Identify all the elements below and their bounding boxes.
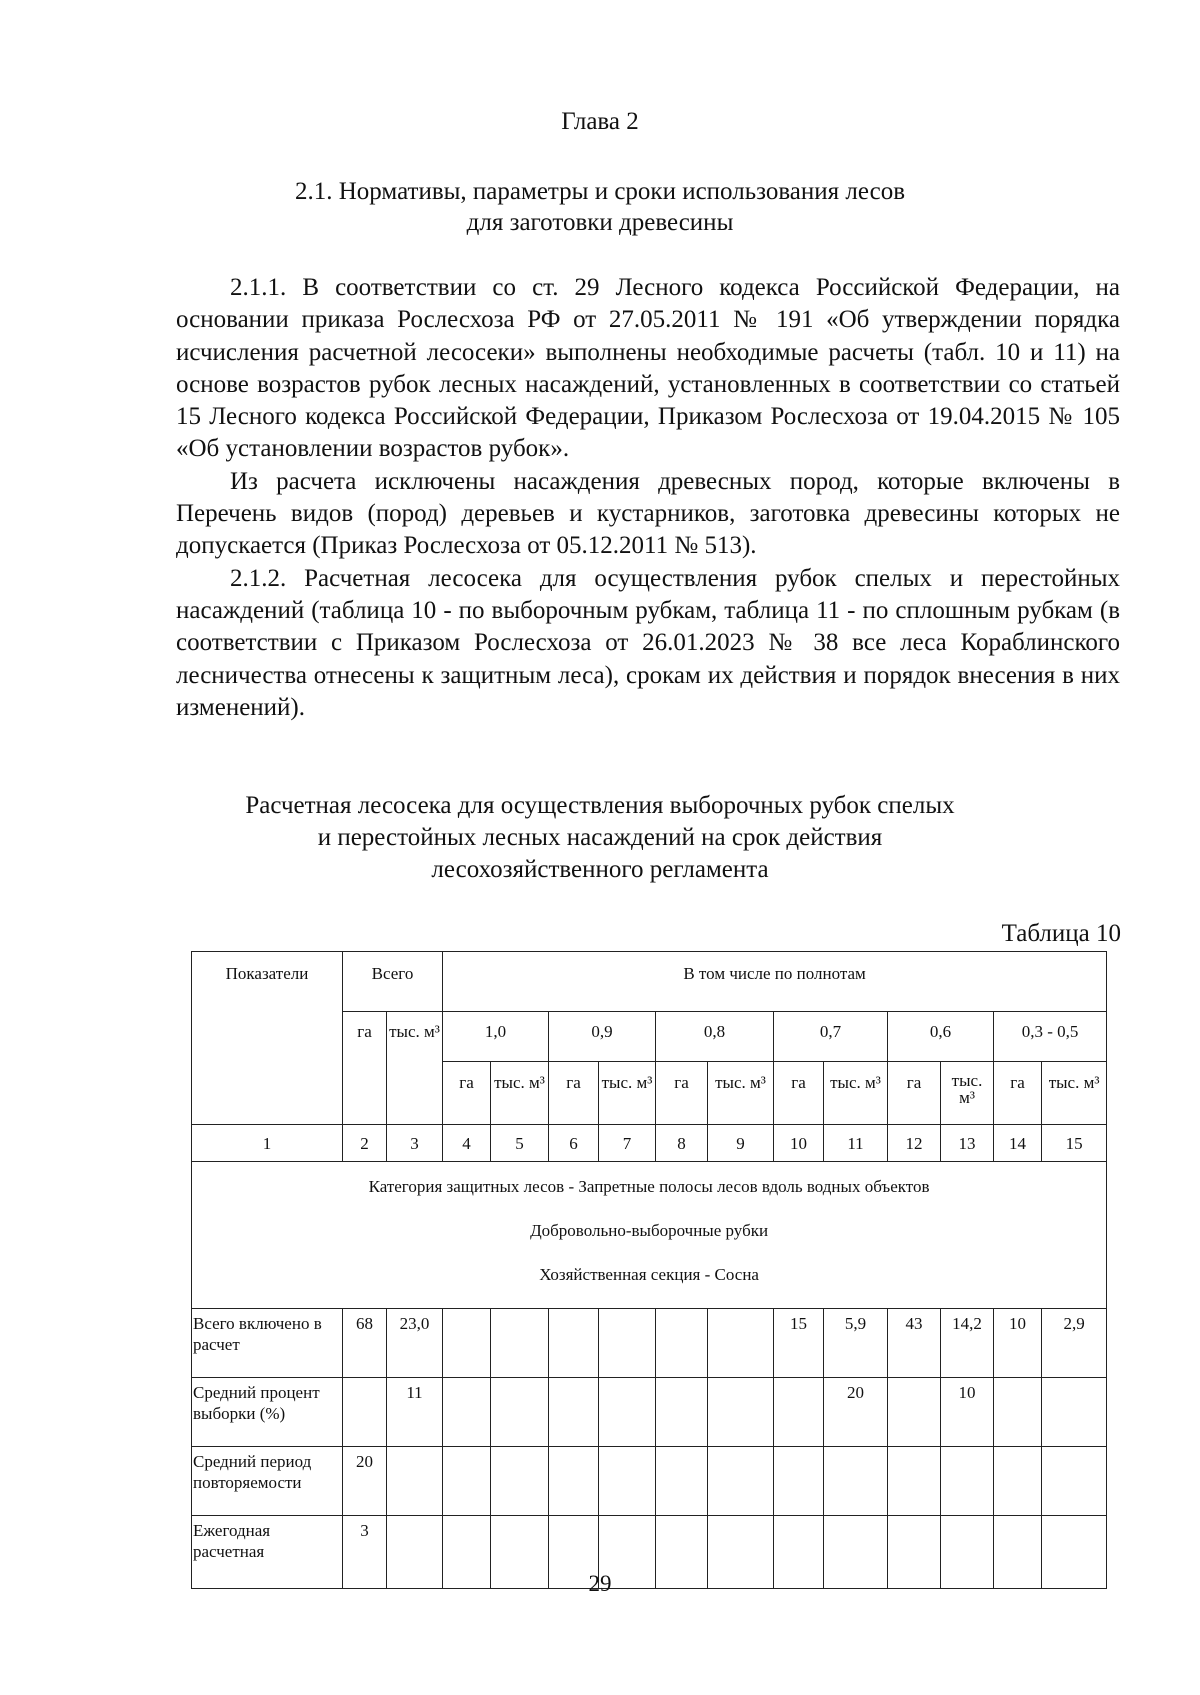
section-text: Хозяйственная секция - Сосна	[539, 1265, 759, 1284]
column-number: 12	[888, 1125, 941, 1162]
column-number: 14	[994, 1125, 1042, 1162]
category-text: Категория защитных лесов - Запретные полосы лесов вдоль водных объектов	[368, 1177, 930, 1196]
table-cell	[708, 1378, 774, 1447]
subheader-thous-m3: тыс. м³	[599, 1062, 656, 1125]
table-cell: 10	[994, 1309, 1042, 1378]
subheader-thous-m3: тыс. м³	[708, 1062, 774, 1125]
column-number: 7	[599, 1125, 656, 1162]
table-cell	[443, 1309, 491, 1378]
table-cell	[491, 1309, 549, 1378]
table-title-line: лесохозяйственного регламента	[431, 856, 769, 883]
table-label: Таблица 10	[1001, 920, 1121, 947]
page-number: 29	[588, 1571, 612, 1596]
table-cell: 10	[941, 1378, 994, 1447]
subheader-ha: га	[774, 1062, 824, 1125]
table-cell	[549, 1309, 599, 1378]
table-cell	[774, 1447, 824, 1516]
header-density: 0,7	[774, 1012, 888, 1062]
row-label: Средний период повторяемости	[192, 1447, 343, 1516]
table-cell	[774, 1378, 824, 1447]
table-cell: 2,9	[1042, 1309, 1107, 1378]
table-cell	[443, 1378, 491, 1447]
table-cell	[491, 1447, 549, 1516]
table-cell	[708, 1447, 774, 1516]
column-number-row	[192, 1125, 1107, 1162]
header-row	[192, 952, 1107, 1012]
table-cell	[656, 1309, 708, 1378]
column-number: 2	[343, 1125, 387, 1162]
table-cell	[343, 1378, 387, 1447]
subheader-ha: га	[888, 1062, 941, 1125]
table-cell	[599, 1378, 656, 1447]
table-cell: 68	[343, 1309, 387, 1378]
section-title	[150, 176, 1050, 238]
section-title-line: 2.1. Нормативы, параметры и сроки использования лесов	[295, 178, 905, 205]
table-cell	[824, 1447, 888, 1516]
column-number: 11	[824, 1125, 888, 1162]
table-cell	[599, 1447, 656, 1516]
header-density: 0,6	[888, 1012, 994, 1062]
header-density: 0,3 - 0,5	[994, 1012, 1107, 1062]
table-row	[192, 1309, 1107, 1378]
header-thous-m3: тыс. м³	[387, 1012, 443, 1125]
table-cell: 11	[387, 1378, 443, 1447]
row-label: Ежегодная расчетная	[192, 1516, 343, 1589]
body-text	[176, 272, 1120, 724]
subheader-ha: га	[656, 1062, 708, 1125]
column-number: 6	[549, 1125, 599, 1162]
category-cell	[192, 1162, 1107, 1309]
table-cell	[387, 1447, 443, 1516]
felling-table	[191, 951, 1107, 1589]
table-cell: 14,2	[941, 1309, 994, 1378]
table-cell	[1042, 1378, 1107, 1447]
column-number: 9	[708, 1125, 774, 1162]
column-number: 8	[656, 1125, 708, 1162]
subheader-ha: га	[549, 1062, 599, 1125]
table-cell	[941, 1447, 994, 1516]
table-cell	[491, 1378, 549, 1447]
paragraph: 2.1.1. В соответствии со ст. 29 Лесного кодекса Российской Федерации, на основании приказа Рослесхоза РФ от 27.05.2011 № 191 «Об утверждении порядка исчисления расчетной лесосеки» выполнены необходимые расчеты (табл. 10 и 11) на основе возрастов рубок лесных насаждений, установленных в соответствии со статьей 15 Лесного кодекса Российской Федерации, Приказом Рослесхоза от 19.04.2015 № 105 «Об установлении возрастов рубок».	[176, 274, 1120, 463]
column-number: 5	[491, 1125, 549, 1162]
header-density: 0,8	[656, 1012, 774, 1062]
subheader-ha: га	[443, 1062, 491, 1125]
section-title-line: для заготовки древесины	[466, 209, 734, 236]
header-density: 0,9	[549, 1012, 656, 1062]
table-cell	[708, 1309, 774, 1378]
row-label: Средний процент выборки (%)	[192, 1378, 343, 1447]
table-cell: 5,9	[824, 1309, 888, 1378]
table-cell	[656, 1378, 708, 1447]
paragraph: Из расчета исключены насаждения древесных пород, которые включены в Перечень видов (пород) деревьев и кустарников, заготовка древесины которых не допускается (Приказ Рослесхоза от 05.12.2011 № 513).	[176, 467, 1120, 560]
table-row	[192, 1378, 1107, 1447]
header-ha: га	[343, 1012, 387, 1125]
paragraph: 2.1.2. Расчетная лесосека для осуществления рубок спелых и перестойных насаждений (таблица 10 - по выборочным рубкам, таблица 11 - по сплошным рубкам (в соответствии с Приказом Рослесхоза от 26.01.2023 № 38 все леса Кораблинского лесничества отнесены к защитным леса), срокам их действия и порядок внесения в них изменений).	[176, 564, 1120, 721]
chapter-heading: Глава 2	[561, 108, 639, 135]
table-cell: 3	[343, 1516, 387, 1589]
table-cell: 43	[888, 1309, 941, 1378]
subheader-thous-m3: тыс. м³	[824, 1062, 888, 1125]
table-cell	[549, 1447, 599, 1516]
table-cell	[443, 1447, 491, 1516]
row-label: Всего включено в расчет	[192, 1309, 343, 1378]
column-number: 13	[941, 1125, 994, 1162]
felling-type-text: Добровольно-выборочные рубки	[530, 1221, 769, 1240]
table-cell: 20	[343, 1447, 387, 1516]
column-number: 4	[443, 1125, 491, 1162]
table-title	[150, 790, 1050, 886]
header-total: Всего	[343, 952, 443, 1012]
header-density: 1,0	[443, 1012, 549, 1062]
subheader-thous-m3: тыс. м³	[941, 1062, 994, 1125]
table-cell: 20	[824, 1378, 888, 1447]
table-cell	[888, 1447, 941, 1516]
table-cell	[599, 1309, 656, 1378]
column-number: 10	[774, 1125, 824, 1162]
table-row	[192, 1447, 1107, 1516]
header-by-density: В том числе по полнотам	[443, 952, 1107, 1012]
table-body	[192, 1309, 1107, 1589]
header-indicators: Показатели	[192, 952, 343, 1125]
table-cell: 23,0	[387, 1309, 443, 1378]
table-cell	[1042, 1447, 1107, 1516]
column-number: 15	[1042, 1125, 1107, 1162]
column-number: 3	[387, 1125, 443, 1162]
subheader-ha: га	[994, 1062, 1042, 1125]
table-cell	[656, 1447, 708, 1516]
table-cell: 15	[774, 1309, 824, 1378]
subheader-thous-m3: тыс. м³	[1042, 1062, 1107, 1125]
table-cell	[549, 1378, 599, 1447]
category-row	[192, 1162, 1107, 1309]
column-number: 1	[192, 1125, 343, 1162]
table-cell	[994, 1447, 1042, 1516]
subheader-thous-m3: тыс. м³	[491, 1062, 549, 1125]
table-title-line: и перестойных лесных насаждений на срок действия	[317, 824, 883, 851]
table-title-line: Расчетная лесосека для осуществления выборочных рубок спелых	[245, 792, 955, 819]
table-cell	[888, 1378, 941, 1447]
table-cell	[994, 1378, 1042, 1447]
